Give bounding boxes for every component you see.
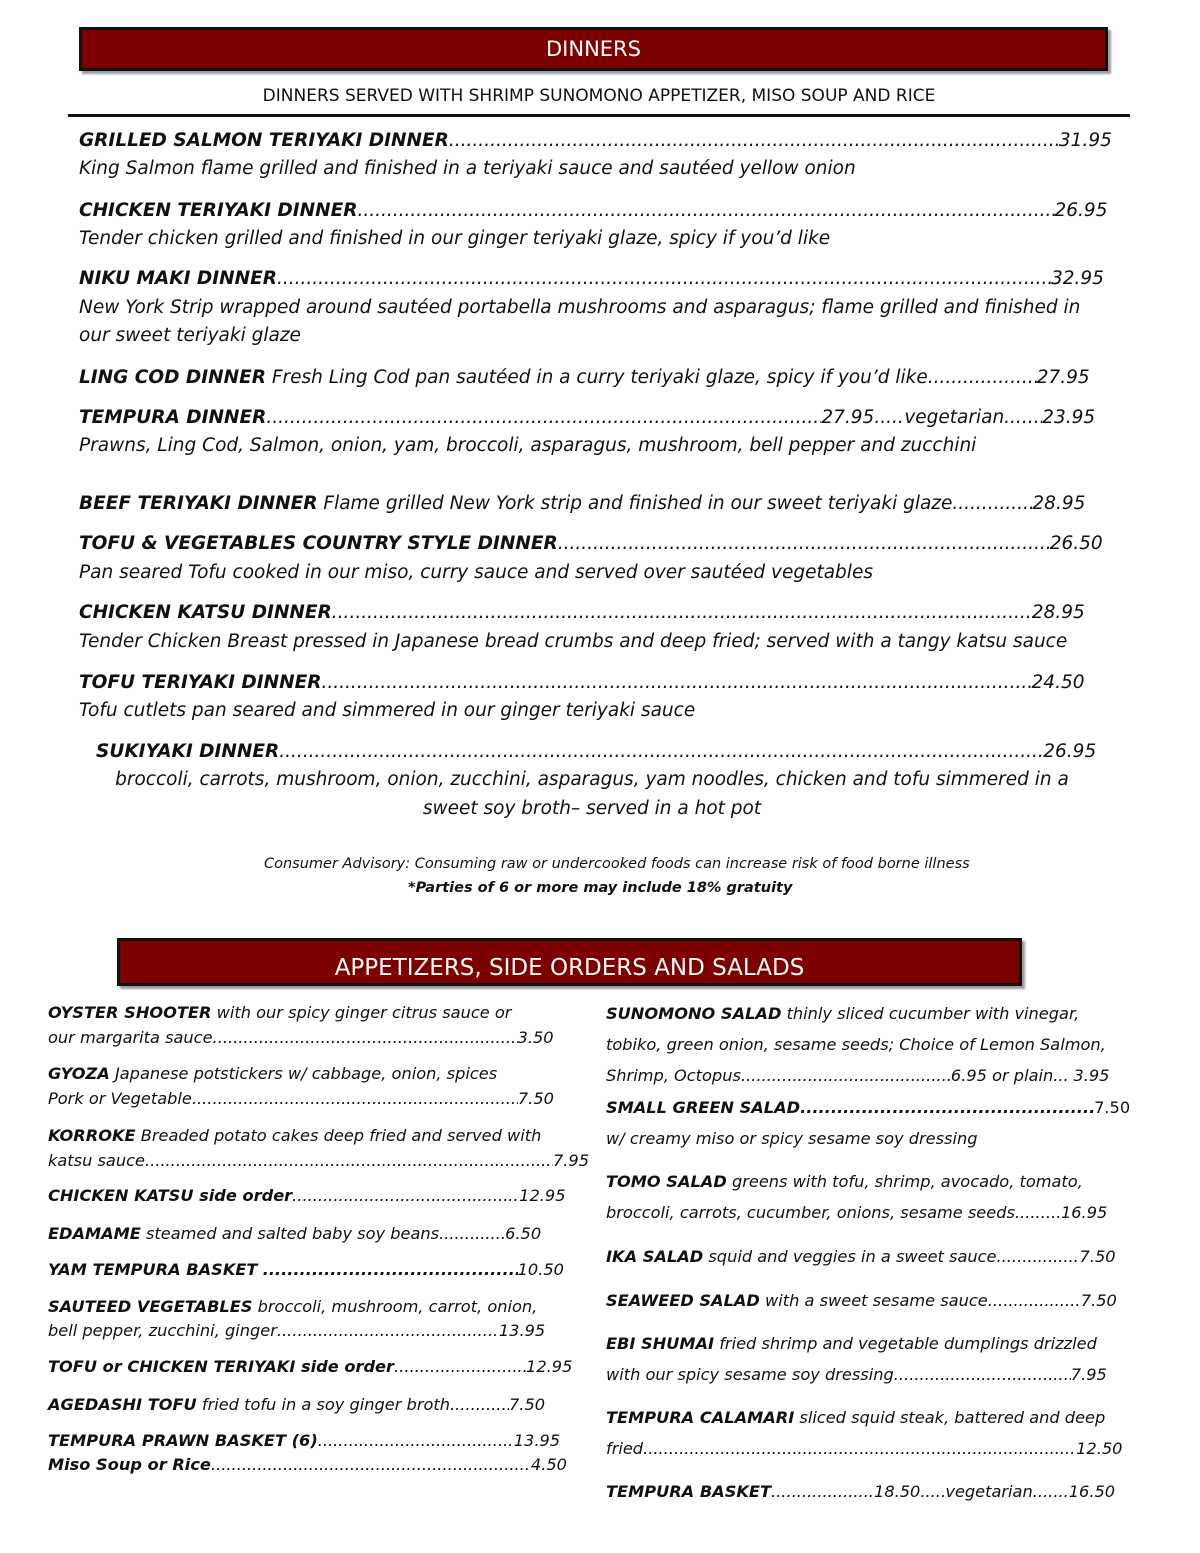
leader-dots xyxy=(211,1455,531,1474)
item-name: SMALL GREEN SALAD xyxy=(606,1098,801,1117)
item-name: TOFU or CHICKEN TERIYAKI side order xyxy=(48,1357,395,1376)
item-price: 13.95 xyxy=(498,1321,546,1340)
leader-dots xyxy=(449,130,1059,151)
item-description: tobiko, green onion, sesame seeds; Choice of Lemon Salmon, xyxy=(606,1035,1106,1054)
item-description-line xyxy=(606,1203,1107,1222)
dinner-item-sukiyaki xyxy=(96,741,1096,762)
item-price: 7.95 xyxy=(552,1151,589,1170)
vegetarian-label: vegetarian xyxy=(945,1482,1033,1501)
item-price: 12.95 xyxy=(526,1357,573,1376)
item-description: squid and veggies in a sweet sauce xyxy=(708,1247,997,1266)
item-description: with our spicy sesame soy dressing xyxy=(606,1365,894,1384)
item-name: GYOZA xyxy=(48,1064,110,1083)
item-description: Pork or Vegetable xyxy=(48,1089,192,1108)
item-name: SUKIYAKI DINNER xyxy=(96,741,280,762)
item-description: Tofu cutlets pan seared and simmered in our ginger teriyaki sauce xyxy=(79,700,696,721)
appetizers-banner: APPETIZERS, SIDE ORDERS AND SALADS xyxy=(117,938,1022,986)
item-name: KORROKE xyxy=(48,1126,136,1145)
leader-dots xyxy=(1033,1482,1069,1501)
appetizer-item-gyoza xyxy=(48,1064,497,1083)
item-price: 27.95 xyxy=(1036,367,1090,388)
leader-dots xyxy=(1004,407,1042,428)
salad-item-small-green xyxy=(606,1098,1130,1117)
leader-dots xyxy=(988,1291,1081,1310)
item-price: 6.95 xyxy=(950,1066,987,1085)
item-price: 12.95 xyxy=(519,1186,566,1205)
item-name: AGEDASHI TOFU xyxy=(48,1395,197,1414)
appetizer-item-yam-tempura xyxy=(48,1260,564,1279)
item-description-line xyxy=(48,1151,589,1170)
dinners-banner: DINNERS xyxy=(79,27,1108,71)
item-name: SUNOMONO SALAD xyxy=(606,1004,782,1023)
item-price: 7.50 xyxy=(1079,1247,1116,1266)
dinner-item-chicken-teriyaki xyxy=(79,200,1107,221)
item-name: TOFU & VEGETABLES COUNTRY STYLE DINNER xyxy=(79,533,558,554)
leader-dots xyxy=(771,1482,874,1501)
item-price: 26.95 xyxy=(1043,741,1097,762)
item-description: New York Strip wrapped around sautéed portabella mushrooms and asparagus; flame grilled and finished in xyxy=(79,297,1081,318)
gratuity-note: *Parties of 6 or more may include 18% gratuity xyxy=(408,880,793,896)
appetizer-item-edamame xyxy=(48,1224,541,1243)
item-description: King Salmon flame grilled and finished in a teriyaki sauce and sautéed yellow onion xyxy=(79,158,856,179)
item-description: thinly sliced cucumber with vinegar, xyxy=(786,1004,1080,1023)
item-name: TOFU TERIYAKI DINNER xyxy=(79,672,322,693)
item-description-line xyxy=(606,1365,1107,1384)
leader-dots xyxy=(1015,1203,1061,1222)
item-description-line xyxy=(606,1439,1122,1458)
dinner-item-ling-cod xyxy=(79,367,1090,388)
item-name: CHICKEN TERIYAKI DINNER xyxy=(79,200,358,221)
leader-dots xyxy=(439,1224,505,1243)
leader-dots xyxy=(322,672,1032,693)
item-price: 28.95 xyxy=(1032,493,1086,514)
appetizer-item-korroke xyxy=(48,1126,541,1145)
item-price: 12.50 xyxy=(1076,1439,1123,1458)
item-name: CHICKEN KATSU DINNER xyxy=(79,602,332,623)
appetizer-item-chicken-katsu xyxy=(48,1186,566,1205)
dinners-subtitle: DINNERS SERVED WITH SHRIMP SUNOMONO APPETIZER, MISO SOUP AND RICE xyxy=(68,86,1130,117)
item-name: NIKU MAKI DINNER xyxy=(79,268,277,289)
item-description-line xyxy=(48,1321,545,1340)
leader-dots xyxy=(263,1260,518,1279)
leader-dots xyxy=(277,1321,499,1340)
item-price: 7.95 xyxy=(1070,1365,1107,1384)
item-name: Miso Soup or Rice xyxy=(48,1455,211,1474)
item-price: 28.95 xyxy=(1031,602,1085,623)
item-description: with a sweet sesame sauce xyxy=(765,1291,988,1310)
leader-dots xyxy=(450,1395,509,1414)
item-description: fried shrimp and vegetable dumplings drizzled xyxy=(719,1334,1097,1353)
item-description: Shrimp, Octopus xyxy=(606,1066,741,1085)
item-description: with our spicy ginger citrus sauce or xyxy=(216,1003,512,1022)
appetizer-item-miso-soup-rice xyxy=(48,1455,567,1474)
leader-dots xyxy=(394,1357,526,1376)
leader-dots xyxy=(145,1151,553,1170)
alt-label: or plain xyxy=(992,1066,1054,1085)
appetizer-item-tofu-chicken-teriyaki xyxy=(48,1357,572,1376)
item-price: 10.50 xyxy=(517,1260,564,1279)
item-price: 7.50 xyxy=(509,1395,546,1414)
leader-dots xyxy=(332,602,1032,623)
item-price: 26.95 xyxy=(1054,200,1108,221)
leader-dots xyxy=(558,533,1050,554)
item-description: sliced squid steak, battered and deep xyxy=(799,1408,1106,1427)
leader-dots xyxy=(800,1098,1094,1117)
item-description-line xyxy=(606,1066,1109,1085)
item-description: broccoli, carrots, mushroom, onion, zucchini, asparagus, yam noodles, chicken and tofu simmered in a xyxy=(115,769,1069,790)
item-description-line xyxy=(48,1089,554,1108)
item-name: LING COD DINNER xyxy=(79,367,266,388)
item-name: TEMPURA DINNER xyxy=(79,407,267,428)
item-name: TEMPURA CALAMARI xyxy=(606,1408,795,1427)
item-name: GRILLED SALMON TERIYAKI DINNER xyxy=(79,130,449,151)
appetizer-item-agedashi-tofu xyxy=(48,1395,545,1414)
salad-item-tempura-calamari xyxy=(606,1408,1105,1427)
appetizer-item-tempura-prawn-basket xyxy=(48,1431,560,1450)
item-price: 3.50 xyxy=(517,1028,554,1047)
leader-dots xyxy=(741,1066,951,1085)
item-name: TEMPURA BASKET xyxy=(606,1482,772,1501)
item-price: 31.95 xyxy=(1058,130,1112,151)
salad-item-sunomono xyxy=(606,1004,1079,1023)
item-description: broccoli, mushroom, carrot, onion, xyxy=(257,1297,538,1316)
item-description: our margarita sauce xyxy=(48,1028,213,1047)
item-description: Fresh Ling Cod pan sautéed in a curry teriyaki glaze, spicy if you’d like xyxy=(271,367,928,388)
item-description: bell pepper, zucchini, ginger xyxy=(48,1321,277,1340)
leader-dots xyxy=(277,268,1051,289)
leader-dots xyxy=(358,200,1055,221)
item-name: IKA SALAD xyxy=(606,1247,704,1266)
dinner-item-niku-maki xyxy=(79,268,1104,289)
item-price: 27.95 xyxy=(821,407,875,428)
leader-dots xyxy=(643,1439,1076,1458)
leader-dots xyxy=(894,1365,1071,1384)
item-price: 24.50 xyxy=(1031,672,1085,693)
item-price: 32.95 xyxy=(1050,268,1104,289)
dinner-item-tofu-teriyaki xyxy=(79,672,1085,693)
item-description: w/ creamy miso or spicy sesame soy dressing xyxy=(606,1129,978,1148)
item-name: OYSTER SHOOTER xyxy=(48,1003,212,1022)
item-description: Breaded potato cakes deep fried and served with xyxy=(140,1126,542,1145)
leader-dots xyxy=(874,407,904,428)
leader-dots xyxy=(213,1028,518,1047)
item-description: Flame grilled New York strip and finished in our sweet teriyaki glaze xyxy=(323,493,953,514)
leader-dots xyxy=(928,367,1037,388)
item-description: broccoli, carrots, cucumber, onions, sesame seeds xyxy=(606,1203,1015,1222)
vegetarian-label: vegetarian xyxy=(904,407,1005,428)
dinner-item-grilled-salmon xyxy=(79,130,1112,151)
dinner-item-beef-teriyaki xyxy=(79,493,1085,514)
salad-item-tempura-basket xyxy=(606,1482,1115,1501)
item-name: BEEF TERIYAKI DINNER xyxy=(79,493,318,514)
leader-dots xyxy=(292,1186,519,1205)
dinner-item-chicken-katsu xyxy=(79,602,1085,623)
leader-dots xyxy=(920,1482,945,1501)
item-price: 16.95 xyxy=(1060,1203,1108,1222)
salad-item-seaweed xyxy=(606,1291,1117,1310)
item-price: 26.50 xyxy=(1049,533,1103,554)
leader-dots xyxy=(997,1247,1080,1266)
vegetarian-price: 23.95 xyxy=(1042,407,1096,428)
item-price: 18.50 xyxy=(874,1482,921,1501)
dinner-item-tofu-vegetables xyxy=(79,533,1103,554)
item-price: 4.50 xyxy=(530,1455,567,1474)
vegetarian-price: 16.50 xyxy=(1068,1482,1116,1501)
appetizer-item-oyster-shooter xyxy=(48,1003,511,1022)
item-price: 7.50 xyxy=(517,1089,554,1108)
leader-dots xyxy=(318,1431,514,1450)
item-name: SEAWEED SALAD xyxy=(606,1291,760,1310)
item-name: TOMO SALAD xyxy=(606,1172,727,1191)
item-description: our sweet teriyaki glaze xyxy=(79,325,301,346)
item-description: steamed and salted baby soy beans xyxy=(145,1224,440,1243)
item-name: YAM TEMPURA BASKET xyxy=(48,1260,258,1279)
salad-item-ika xyxy=(606,1247,1116,1266)
item-description: Tender Chicken Breast pressed in Japanese bread crumbs and deep fried; served with a tangy katsu sauce xyxy=(79,631,1068,652)
item-description: Tender chicken grilled and finished in our ginger teriyaki glaze, spicy if you’d like xyxy=(79,228,831,249)
consumer-advisory: Consumer Advisory: Consuming raw or undercooked foods can increase risk of food borne illness xyxy=(264,856,970,872)
item-price: 6.50 xyxy=(505,1224,542,1243)
item-description: fried tofu in a soy ginger broth xyxy=(201,1395,450,1414)
item-name: EBI SHUMAI xyxy=(606,1334,715,1353)
item-description-line xyxy=(48,1028,554,1047)
item-name: TEMPURA PRAWN BASKET (6) xyxy=(48,1431,318,1450)
item-price: 7.50 xyxy=(1094,1098,1131,1117)
item-description: Japanese potstickers w/ cabbage, onion, spices xyxy=(114,1064,498,1083)
leader-dots xyxy=(192,1089,518,1108)
alt-price: 3.95 xyxy=(1068,1066,1110,1085)
item-description: katsu sauce xyxy=(48,1151,145,1170)
dinner-item-tempura xyxy=(79,407,1095,428)
item-price: 7.50 xyxy=(1080,1291,1117,1310)
item-description: sweet soy broth– served in a hot pot xyxy=(422,798,762,819)
item-description: Prawns, Ling Cod, Salmon, onion, yam, broccoli, asparagus, mushroom, bell pepper and zucchini xyxy=(79,435,977,456)
item-price: 13.95 xyxy=(513,1431,561,1450)
appetizer-item-sauteed-vegetables xyxy=(48,1297,537,1316)
item-name: SAUTEED VEGETABLES xyxy=(48,1297,253,1316)
salad-item-tomo xyxy=(606,1172,1083,1191)
leader-dots xyxy=(1053,1066,1068,1085)
leader-dots xyxy=(266,407,821,428)
salad-item-ebi-shumai xyxy=(606,1334,1097,1353)
item-name: EDAMAME xyxy=(48,1224,141,1243)
item-description: Pan seared Tofu cooked in our miso, curry sauce and served over sautéed vegetables xyxy=(79,562,873,583)
leader-dots xyxy=(952,493,1032,514)
leader-dots xyxy=(279,741,1043,762)
item-description: greens with tofu, shrimp, avocado, tomato, xyxy=(731,1172,1083,1191)
item-name: CHICKEN KATSU side order xyxy=(48,1186,293,1205)
item-description: fried xyxy=(606,1439,644,1458)
